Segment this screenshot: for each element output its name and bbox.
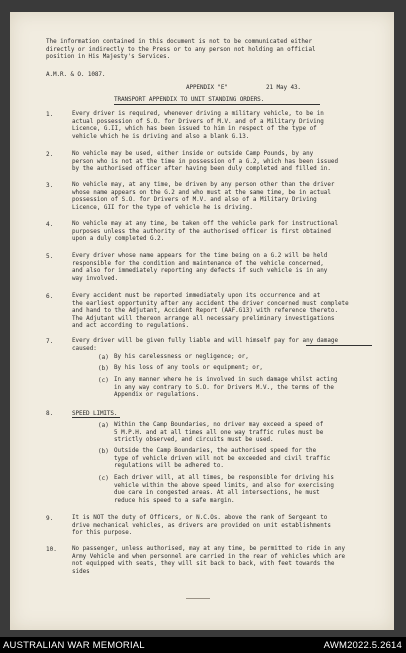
item-line: whose name appears on the G.2 and who must at the same time, be in actual [72, 189, 331, 196]
item-line: Every accident must be reported immediately upon its occurrence and at [72, 293, 321, 299]
item-line: It is NOT the duty of Officers, or N.C.Os. above the rank of Sergeant to [72, 515, 328, 521]
item-line: No vehicle may at any time, be taken off the vehicle park for instructional [72, 221, 338, 227]
item-line: By his loss of any tools or equipment; or, [114, 365, 263, 371]
item-line: vehicle which he is driving and also a blank G.13. [72, 133, 250, 140]
item-number: 10. [46, 546, 57, 553]
item-line: sides [72, 568, 90, 575]
item-line: Each driver will, at all times, be responsible for driving his [114, 475, 334, 481]
archive-name: AUSTRALIAN WAR MEMORIAL [3, 640, 145, 651]
heading-underline [114, 104, 320, 105]
title-underline [72, 417, 120, 418]
subitem-label: (b) [98, 448, 109, 455]
item-7b-text [114, 365, 384, 373]
item-line: type of vehicle driven will not be exceeded and civil traffic [114, 455, 331, 462]
item-line: Army Vehicle and when personnel are carried in the rear of vehicles which are [72, 553, 346, 560]
speed-limits-title: SPEED LIMITS. [72, 410, 118, 417]
item-9-text [72, 515, 390, 538]
item-line: not equipped with seats, they will sit back to back, with feet towards the [72, 561, 335, 567]
document-heading: TRANSPORT APPENDIX TO UNIT STANDING ORDERS. [114, 96, 265, 103]
notice-line: The information contained in this document is not to be communicated either [46, 39, 312, 45]
item-7a-text [114, 354, 384, 362]
item-line: Every driver will be given fully liable and will himself pay for any damage [72, 338, 338, 344]
item-line: By his carelessness or negligence; or, [114, 354, 249, 360]
item-5-text [72, 253, 390, 283]
item-8b-text [114, 448, 386, 471]
page-mark [186, 598, 210, 599]
item-number: 8. [46, 410, 54, 417]
item-line: drive mechanical vehicles, as drivers are provided on unit establishments [72, 522, 331, 529]
item-number: 4. [46, 221, 54, 228]
item-line: No passenger, unless authorised, may at any time, be permitted to ride in any [72, 546, 346, 552]
archive-reference: AWM2022.5.2614 [323, 640, 402, 651]
item-number: 2. [46, 151, 54, 158]
item-8c-text [114, 475, 386, 505]
item-line: way involved. [72, 275, 119, 282]
item-line: by the authorised officer after having been duly completed and filled in. [72, 166, 331, 172]
item-7c-text [114, 377, 384, 400]
item-line: and hand to the Adjutant, Accident Report (AAF.G13) with reference thereto. [72, 308, 338, 314]
item-line: No vehicle may, at any time, be driven by any person other than the driver [72, 182, 335, 188]
item-line: strictly observed, and circuits must be used. [114, 437, 274, 443]
item-line: In any manner where he is involved in such damage whilst acting [114, 377, 338, 383]
item-line: regulations will be adhered to. [114, 463, 224, 469]
document-page [10, 12, 394, 630]
security-notice [46, 39, 386, 62]
item-line: and also for immediately reporting any defects if such vehicle is in any [72, 268, 328, 274]
item-line: actual possession of S.O. for Drivers of M.V. and of a Military Driving [72, 118, 324, 125]
item-line: in any way contrary to S.O. for Drivers M.V., the terms of the [114, 384, 334, 391]
item-number: 7. [46, 338, 54, 345]
item-number: 1. [46, 111, 54, 118]
item-number: 9. [46, 515, 54, 522]
item-1-text [72, 111, 390, 141]
item-line: responsible for the condition and maintenance of the vehicle concerned, [72, 260, 324, 267]
notice-line: position in His Majesty's Services. [46, 54, 171, 60]
archive-footer [0, 637, 406, 653]
item-line: person who is not at the time in possession of a G.2, which has been issued [72, 158, 338, 165]
item-line: the earliest opportunity after any accident the driver concerned must complete [72, 300, 349, 307]
item-line: due care in congested areas. At all intersections, he must [114, 490, 320, 496]
item-6-text [72, 293, 390, 331]
item-line: Licence, G.II, which has been issued to him in respect of the type of [72, 126, 317, 132]
item-line: possession of S.O. for Drivers of M.V. and also of a Military Driving [72, 197, 317, 203]
item-3-text [72, 182, 390, 212]
appendix-label: APPENDIX "E" [186, 84, 228, 91]
item-line: 5 M.P.H. and at all times all one way traffic rules must be [114, 429, 324, 436]
item-4-text [72, 221, 390, 244]
item-10-text [72, 546, 390, 576]
item-line: Every driver whose name appears for the time being on a G.2 will be held [72, 253, 328, 259]
item-line: Every driver is required, whenever driving a military vehicle, to be in [72, 111, 324, 117]
notice-line: directly or indirectly to the Press or to any person not holding an official [46, 46, 316, 53]
item-line: Appendix or regulations. [114, 392, 200, 398]
item-line: Within the Camp Boundaries, no driver may exceed a speed of [114, 422, 324, 428]
item-line: Outside the Camp Boundaries, the authorised speed for the [114, 448, 317, 454]
subitem-label: (b) [98, 365, 109, 372]
item-8a-text [114, 422, 386, 445]
item-line: vehicle within the above speed limits, and also for exercising [114, 482, 334, 489]
item-number: 6. [46, 293, 54, 300]
item-number: 5. [46, 253, 54, 260]
item-line: No vehicle may be used, either inside or outside Camp Pounds, by any [72, 151, 314, 157]
item-line: The Adjutant will thereon arrange all necessary preliminary investigations [72, 315, 335, 322]
item-line: Licence, GII for the type of vehicle he is driving. [72, 204, 253, 211]
subitem-label: (c) [98, 377, 109, 384]
item-line: and act according to regulations. [72, 323, 190, 329]
item-line: caused: [72, 345, 97, 352]
item-number: 3. [46, 182, 54, 189]
subitem-label: (a) [98, 354, 109, 361]
item-2-text [72, 151, 390, 174]
item-line: upon a duly completed G.2. [72, 236, 165, 242]
appendix-date: 21 May 43. [266, 84, 301, 91]
item-line: purposes unless the authority of the authorised officer is first obtained [72, 228, 331, 235]
item-line: for this purpose. [72, 530, 133, 536]
subitem-label: (c) [98, 475, 109, 482]
reference-number: A.M.R. & O. 1087. [46, 71, 106, 78]
subitem-label: (a) [98, 422, 109, 429]
item-line: reduce his speed to a safe margin. [114, 497, 235, 504]
underline-mark [306, 345, 372, 346]
